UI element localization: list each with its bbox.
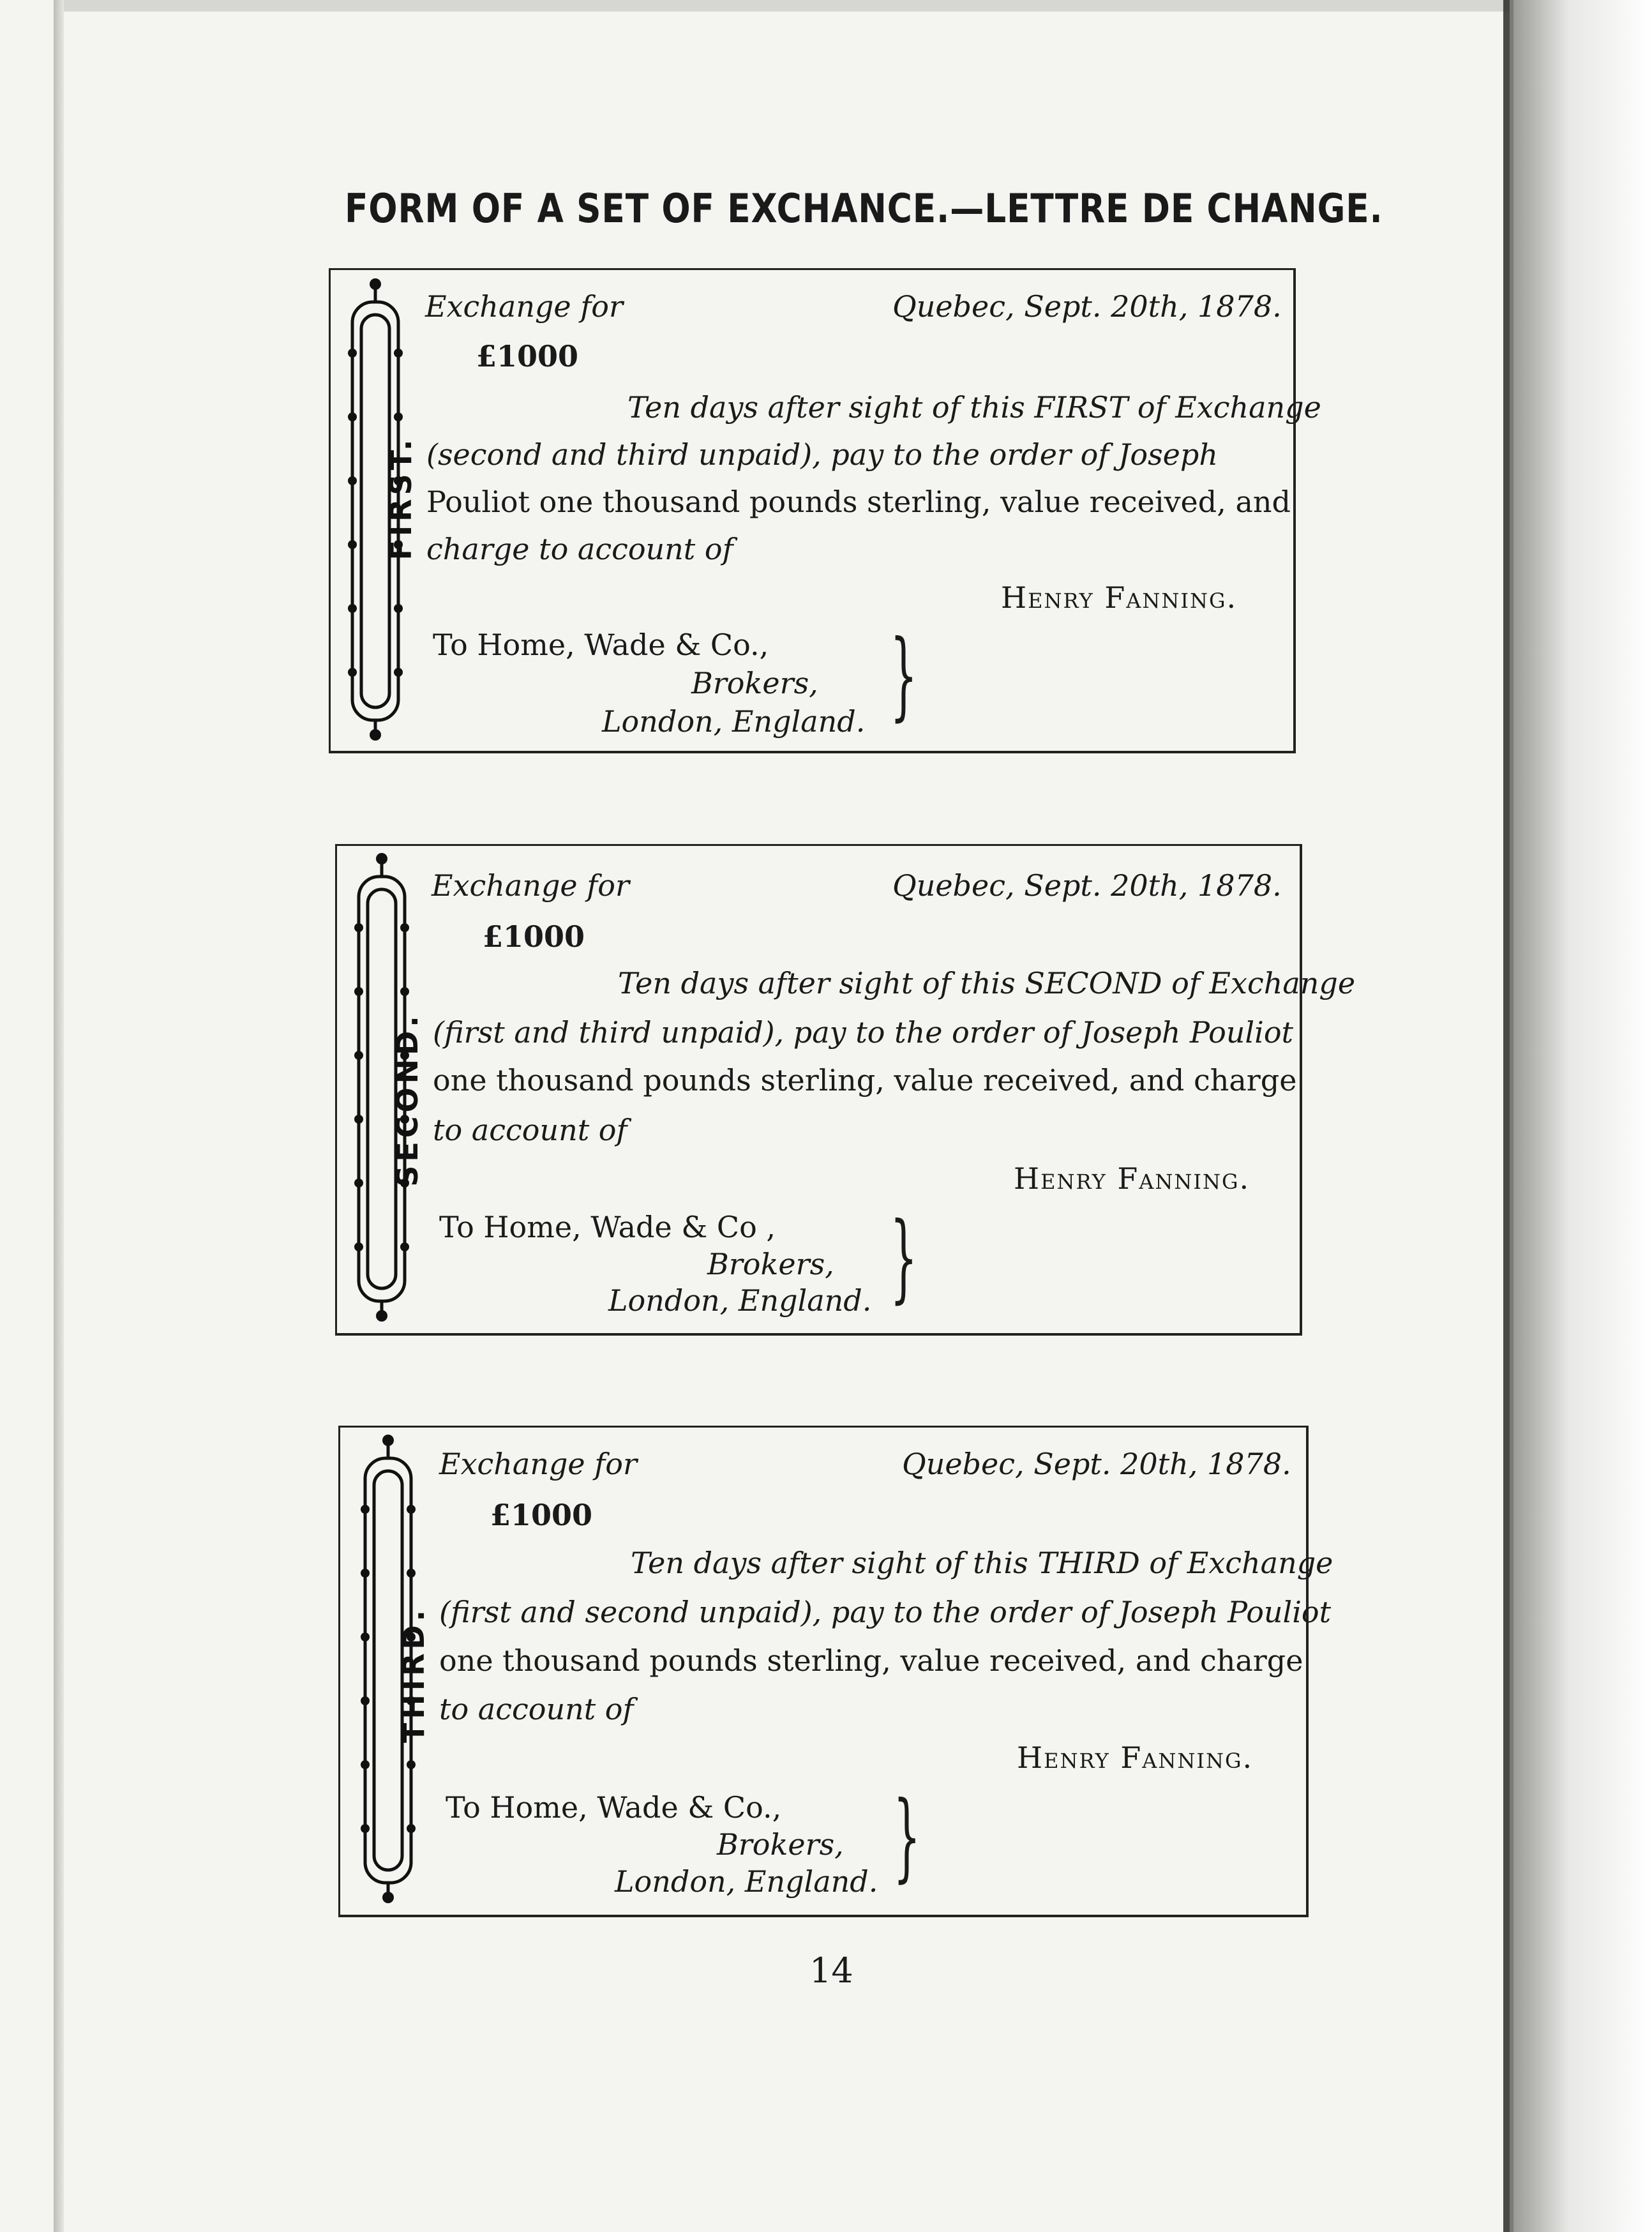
bill-line-2: (first and third unpaid), pay to the order of Joseph Pouliot [433,1015,1294,1050]
bill-line-4: charge to account of [426,532,733,566]
bill-first [329,268,1321,753]
drawee-brokers: Brokers, [691,666,818,700]
bill-line-3: one thousand pounds sterling, value received, and charge [439,1643,1303,1678]
drawee-line: To Home, Wade & Co., [446,1790,782,1825]
page-left-edge [54,0,64,2232]
place-date: Quebec, Sept. 20th, 1878. [892,289,1282,324]
bill-second [335,844,1356,1336]
bill-second-label: SECOND. [390,1012,424,1187]
page-number: 14 [809,1950,853,1991]
brace: } [890,620,918,731]
amount: £1000 [490,1498,593,1532]
bill-line-2: (first and second unpaid), pay to the order of Joseph Pouliot [439,1595,1332,1629]
page-top-edge [57,0,1513,11]
exchange-for: Exchange for [439,1447,637,1481]
brace: } [893,1781,921,1892]
drawee-location: London, England. [615,1864,878,1899]
bill-line-1: Ten days after sight of this SECOND of Exchange [618,966,1356,1000]
drawee-brokers: Brokers, [717,1827,844,1862]
drawee-line: To Home, Wade & Co., [433,628,769,662]
place-date: Quebec, Sept. 20th, 1878. [902,1447,1291,1481]
signature: Henry Fanning. [1001,580,1238,615]
exchange-for: Exchange for [425,289,623,324]
bill-line-4: to account of [433,1113,627,1147]
bill-line-3: one thousand pounds sterling, value received, and charge [433,1063,1297,1097]
place-date: Quebec, Sept. 20th, 1878. [892,868,1282,903]
exchange-for: Exchange for [432,868,629,903]
drawee-brokers: Brokers, [707,1247,834,1281]
bill-line-3: Pouliot one thousand pounds sterling, value received, and [426,485,1291,519]
bill-third-label: THIRD. [396,1606,431,1744]
drawee-location: London, England. [608,1283,872,1318]
page-right-edge [1513,0,1652,2232]
page-title: FORM OF A SET OF EXCHANCE.—LETTRE DE CHANGE. [345,185,1383,232]
bill-first-label: FIRST. [384,435,418,561]
bill-line-1: Ten days after sight of this FIRST of Exchange [627,390,1321,425]
bill-third [338,1426,1333,1917]
signature: Henry Fanning. [1017,1740,1254,1775]
bill-line-1: Ten days after sight of this THIRD of Exchange [631,1546,1333,1580]
drawee-line: To Home, Wade & Co , [439,1210,776,1244]
bill-line-4: to account of [439,1692,634,1726]
bill-line-2: (second and third unpaid), pay to the order of Joseph [426,437,1218,472]
signature: Henry Fanning. [1014,1161,1250,1196]
brace: } [890,1202,918,1313]
page-binding-shadow [1503,0,1510,2232]
amount: £1000 [483,919,585,954]
drawee-location: London, England. [602,704,866,739]
amount: £1000 [476,339,579,373]
